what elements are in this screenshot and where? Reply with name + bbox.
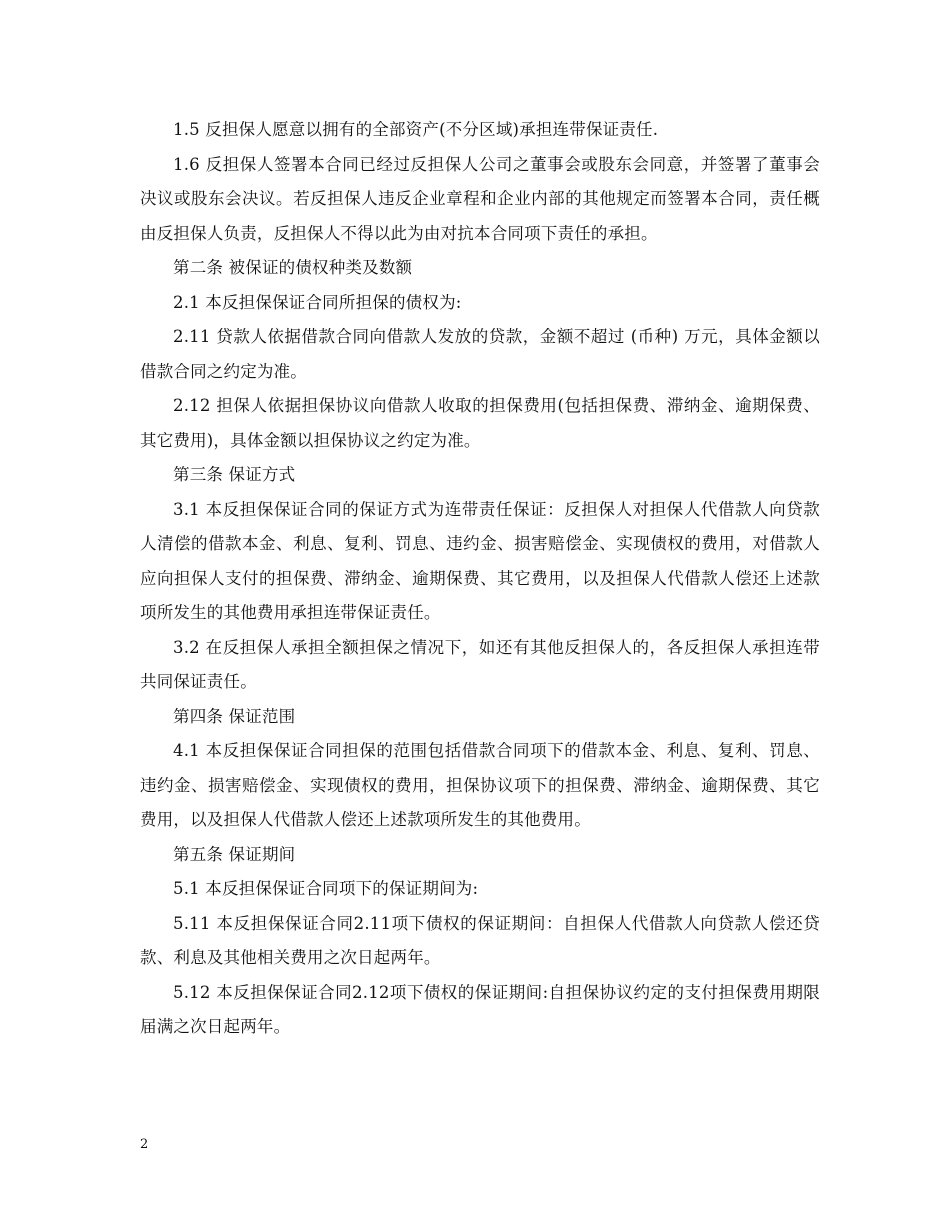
section-heading-3: 第三条 保证方式 bbox=[173, 465, 296, 484]
section-heading-4: 第四条 保证范围 bbox=[173, 706, 296, 726]
section-heading-2: 第二条 被保证的债权种类及数额 bbox=[173, 258, 413, 277]
paragraph-1-6: 1.6 反担保人签署本合同已经过反担保人公司之董事会或股东会同意，并签署了董事会决议或股东会决议。若反担保人违反企业章程和企业内部的其他规定而签署本合同，责任概由反担保人负责，反担保人不得以此为由对抗本合同项下责任的承担。 bbox=[140, 154, 820, 243]
paragraph-2-12: 2.12 担保人依据担保协议向借款人收取的担保费用(包括担保费、滞纳金、逾期保费、其它费用)，具体金额以担保协议之约定为准。 bbox=[140, 396, 820, 450]
paragraph-5-1: 5.1 本反担保保证合同项下的保证期间为: bbox=[173, 879, 479, 898]
paragraph-4-1: 4.1 本反担保保证合同担保的范围包括借款合同项下的借款本金、利息、复利、罚息、违约金、损害赔偿金、实现债权的费用，担保协议项下的担保费、滞纳金、逾期保费、其它费用，以及担保人代借款人偿还上述款项所发生的其他费用。 bbox=[140, 741, 820, 829]
paragraph-2-11: 2.11 贷款人依据借款合同向借款人发放的贷款，金额不超过 (币种) 万元，具体金额以借款合同之约定为准。 bbox=[140, 327, 820, 381]
paragraph-1-5: 1.5 反担保人愿意以拥有的全部资产(不分区域)承担连带保证责任. bbox=[173, 120, 659, 139]
paragraph-3-2: 3.2 在反担保人承担全额担保之情况下，如还有其他反担保人的，各反担保人承担连带共同保证责任。 bbox=[140, 637, 820, 691]
paragraph-3-1: 3.1 本反担保保证合同的保证方式为连带责任保证：反担保人对担保人代借款人向贷款人清偿的借款本金、利息、复利、罚息、违约金、损害赔偿金、实现债权的费用，对借款人应向担保人支付的担保费、滞纳金、逾期保费、其它费用，以及担保人代借款人偿还上述款项所发生的其他费用承担连带保证责任。 bbox=[140, 499, 820, 622]
paragraph-2-1: 2.1 本反担保保证合同所担保的债权为: bbox=[173, 292, 462, 312]
paragraph-5-11: 5.11 本反担保保证合同2.11项下债权的保证期间：自担保人代借款人向贷款人偿还贷款、利息及其他相关费用之次日起两年。 bbox=[140, 913, 820, 967]
paragraph-5-12: 5.12 本反担保保证合同2.12项下债权的保证期间:自担保协议约定的支付担保费用期限届满之次日起两年。 bbox=[140, 982, 820, 1036]
page-number: 2 bbox=[140, 1137, 149, 1152]
section-heading-5: 第五条 保证期间 bbox=[173, 844, 296, 864]
body-text bbox=[140, 113, 820, 1045]
